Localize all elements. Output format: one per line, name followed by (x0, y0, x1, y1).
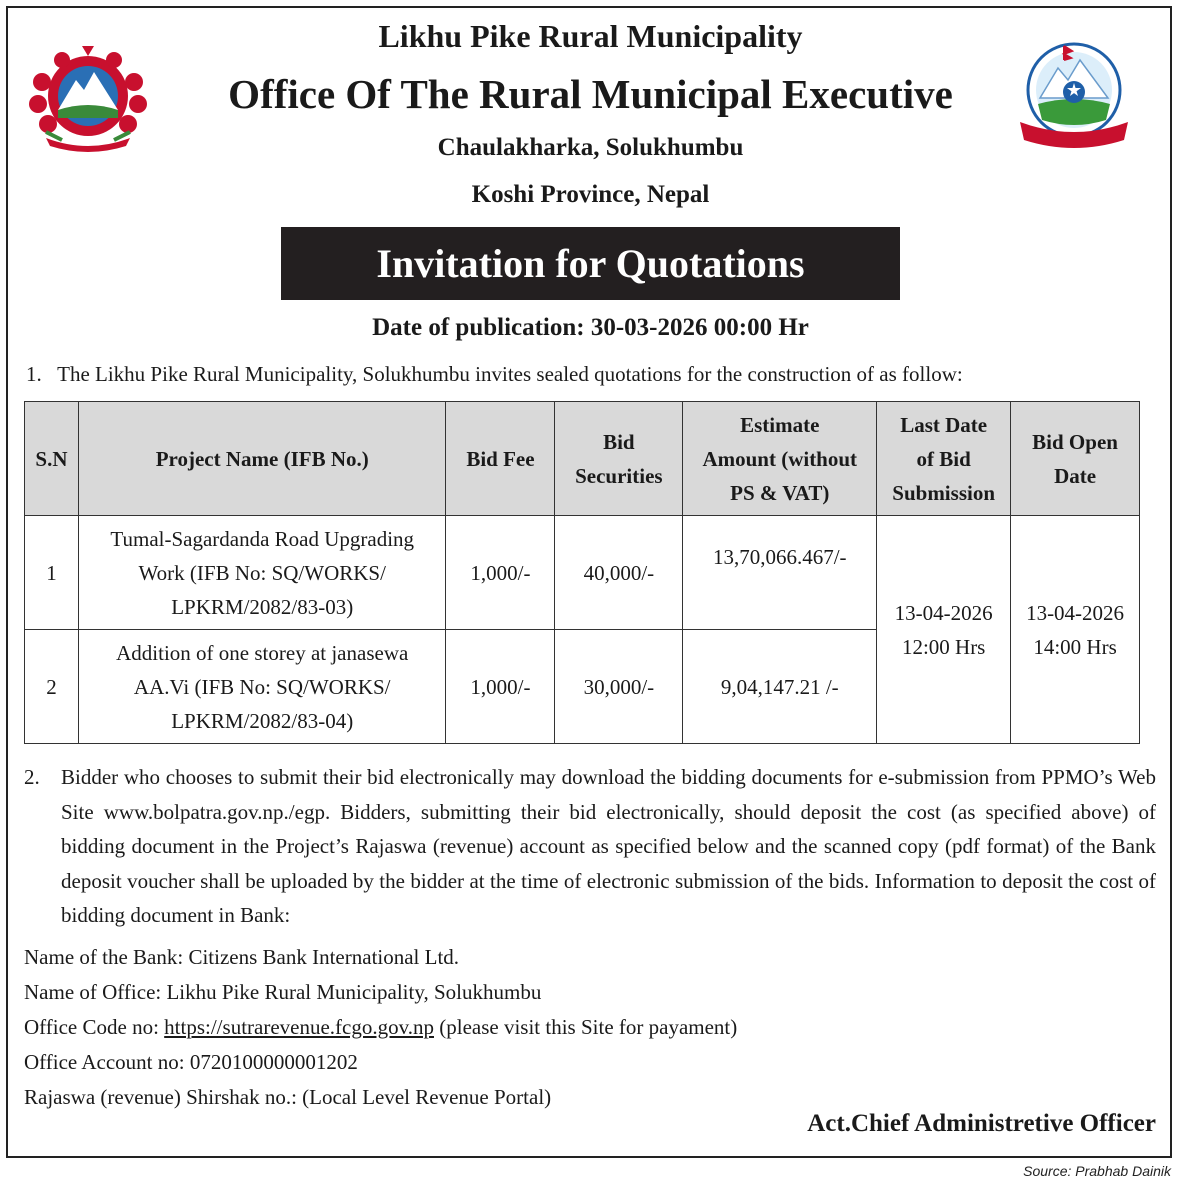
cell-project (78, 630, 446, 744)
header-project: Project Name (IFB No.) (78, 402, 446, 516)
open-time-value: 14:00 Hrs (1033, 634, 1117, 659)
signatory-title: Act.Chief Administretive Officer (807, 1110, 1156, 1137)
office-code-label: Office Code no: (24, 1015, 165, 1039)
header-estimate-line: Amount (without (702, 446, 858, 471)
header-securities-line: Securities (575, 463, 663, 488)
header-open-date (1011, 402, 1140, 516)
project-line: Addition of one storey at janasewa (116, 640, 409, 665)
last-time-value: 12:00 Hrs (901, 634, 986, 659)
header-last-date-line: of Bid (916, 446, 971, 471)
bank-name: Name of the Bank: Citizens Bank International Ltd. (24, 945, 460, 969)
paragraph-text: The Likhu Pike Rural Municipality, Solukhumbu invites sealed quotations for the construction of as follow: (57, 362, 963, 386)
municipality-name: Likhu Pike Rural Municipality (378, 18, 803, 54)
header-last-date-line: Submission (892, 480, 996, 505)
cell-bid-fee: 1,000/- (446, 516, 555, 630)
table-header-row (25, 402, 1140, 516)
address-line-1: Chaulakharka, Solukhumbu (437, 134, 744, 161)
header-open-date-line: Date (1054, 463, 1097, 488)
project-line: LPKRM/2082/83-03) (171, 594, 354, 619)
last-date-value: 13-04-2026 (894, 600, 993, 625)
header-estimate-line: Estimate (740, 412, 820, 437)
cell-sn: 2 (25, 630, 79, 744)
header-sn: S.N (25, 402, 79, 516)
cell-estimate: 9,04,147.21 /- (683, 630, 877, 744)
project-line: Work (IFB No: SQ/WORKS/ (138, 560, 386, 585)
cell-project (78, 516, 446, 630)
source-credit: Source: Prabhab Dainik (1023, 1163, 1171, 1179)
header-estimate-line: PS & VAT) (730, 480, 830, 505)
cell-bid-fee: 1,000/- (446, 630, 555, 744)
quotation-table (24, 401, 1140, 744)
office-account: Office Account no: 0720100000001202 (24, 1050, 358, 1074)
cell-securities: 30,000/- (555, 630, 683, 744)
cell-last-date (877, 516, 1011, 744)
header-estimate (683, 402, 877, 516)
header-last-date (877, 402, 1011, 516)
revenue-shirshak: Rajaswa (revenue) Shirshak no.: (Local Level Revenue Portal) (24, 1085, 552, 1109)
revenue-portal-link[interactable]: https://sutrarevenue.fcgo.gov.np (164, 1015, 434, 1039)
cell-sn: 1 (25, 516, 79, 630)
bank-info (24, 940, 737, 1115)
table-row (25, 516, 1140, 630)
header-securities (555, 402, 683, 516)
cell-securities: 40,000/- (555, 516, 683, 630)
address-line-2: Koshi Province, Nepal (471, 181, 710, 208)
open-date-value: 13-04-2026 (1026, 600, 1125, 625)
publication-date: Date of publication: 30-03-2026 00:00 Hr (372, 314, 809, 341)
project-line: LPKRM/2082/83-04) (171, 708, 354, 733)
paragraph-text: Bidder who chooses to submit their bid electronically may download the bidding documents for e-submission from PPMO’s Web Site www.bolpatra.gov.np./egp. Bidders, submitting their bid electronically, should deposit the cost (as specified above) of bidding document in the Project’s Rajaswa (revenue) account as specified below and the scanned copy (pdf format) of the Bank deposit voucher shall be uploaded by the bidder at the time of electronic submission of the bids. Information to deposit the cost of bidding document in Bank: (61, 765, 1156, 927)
paragraph-number: 1. (26, 362, 42, 386)
notice-title-banner: Invitation for Quotations (281, 227, 900, 300)
header-securities-line: Bid (603, 429, 635, 454)
office-title: Office Of The Rural Municipal Executive (228, 71, 953, 117)
header-bid-fee: Bid Fee (446, 402, 555, 516)
project-line: AA.Vi (IFB No: SQ/WORKS/ (133, 674, 391, 699)
cell-open-date (1011, 516, 1140, 744)
intro-paragraph (26, 362, 963, 387)
header-open-date-line: Bid Open (1032, 429, 1118, 454)
header-last-date-line: Last Date (900, 412, 988, 437)
project-line: Tumal-Sagardanda Road Upgrading (110, 526, 415, 551)
electronic-submission-paragraph (24, 760, 1156, 933)
office-name: Name of Office: Likhu Pike Rural Municipality, Solukhumbu (24, 980, 542, 1004)
cell-estimate: 13,70,066.467/- (683, 516, 877, 630)
office-code (24, 1010, 737, 1045)
office-code-note: (please visit this Site for payament) (434, 1015, 738, 1039)
paragraph-number: 2. (24, 765, 40, 789)
